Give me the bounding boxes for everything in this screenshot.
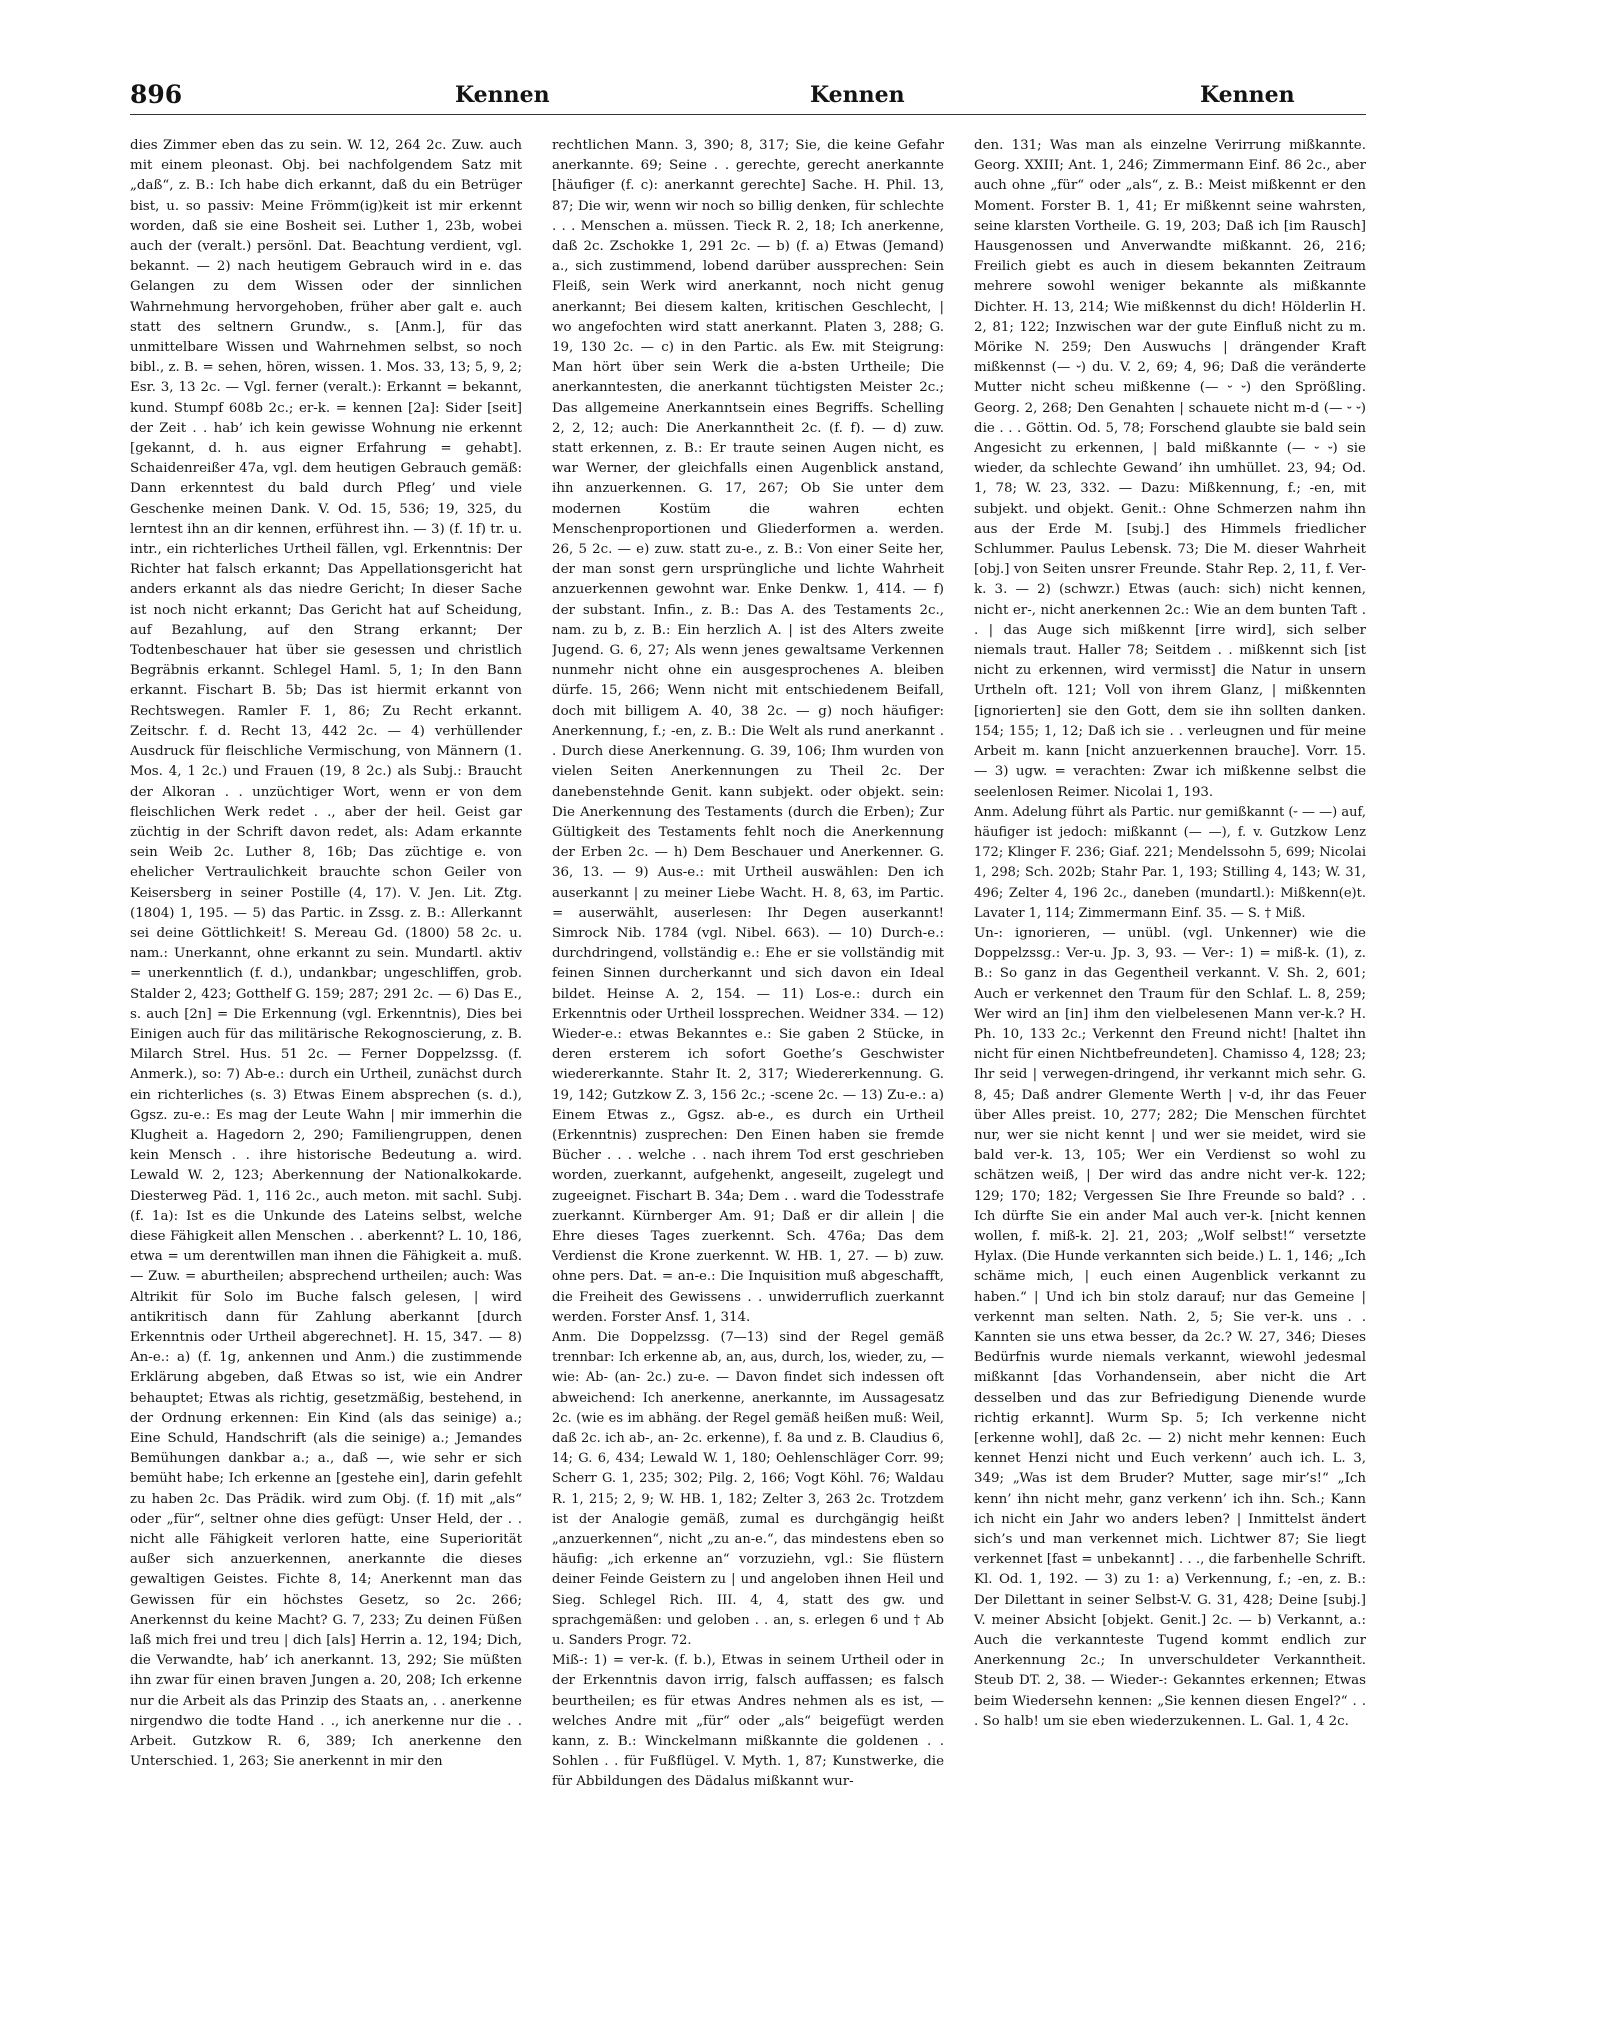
column-left <box>130 136 522 1996</box>
column-middle-paragraph: rechtlichen Mann. 3, 390; 8, 317; Sie, die keine Gefahr anerkannte. 69; Seine . . gerechte, gerecht anerkannte [häufiger (f. c): anerkannt gerechte] Sache. H. Phil. 13, 87; Die wir, wenn wir noch so billig denken, für schlechte . . . Menschen a. müssen. Tieck R. 2, 18; Ich anerkenne, daß 2c. Zschokke 1, 291 2c. — b) (f. a) Etwas (Jemand) a., sich zustimmend, lobend darüber aussprechen: Sein Fleiß, sein Werk wird anerkannt, noch nicht genug anerkannt; Bei diesem kalten, kritischen Geschlecht, | wo angefochten wird statt anerkannt. Platen 3, 288; G. 19, 130 2c. — c) in den Partic. als Ew. mit Steigrung: Man hört über sein Werk die a-bsten Urtheile; Die anerkanntesten, die anerkannt tüchtigsten Meister 2c.; Das allgemeine Anerkanntsein eines Begriffs. Schelling 2, 2, 12; auch: Die Anerkanntheit 2c. (f. f). — d) zuw. statt erkennen, z. B.: Er traute seinen Augen nicht, es war Werner, der gleichfalls einen Augenblick anstand, ihn anzuerkennen. G. 17, 267; Ob Sie unter dem modernen Kostüm die wahren echten Menschenproportionen und Gliederformen a. werden. 26, 5 2c. — e) zuw. statt zu-e., z. B.: Von einer Seite her, der man sonst gern ursprüngliche und lichte Wahrheit anzuerkennen gewohnt war. Enke Denkw. 1, 414. — f) der substant. Infin., z. B.: Das A. des Testaments 2c., nam. zu b, z. B.: Ein herzlich A. | ist des Alters zweite Jugend. G. 6, 27; Als wenn jenes gewaltsame Verkennen nunmehr nicht ohne ein ausgesprochenes A. bleiben dürfe. 15, 266; Wenn nicht mit entschiedenem Beifall, doch mit billigem A. 40, 38 2c. — g) noch häufiger: Anerkennung, f.; -en, z. B.: Die Welt als rund anerkannt . . Durch diese Anerkennung. G. 39, 106; Ihm wurden von vielen Seiten Anerkennungen zu Theil 2c. Der danebenstehnde Genit. kann subjekt. oder objekt. sein: Die Anerkennung des Testaments (durch die Erben); Zur Gültigkeit des Testaments fehlt noch die Anerkennung der Erben 2c. — h) Dem Beschauer und Anerkenner. G. 36, 13. — 9) Aus-e.: mit Urtheil auswählen: Den ich auserkannt | zu meiner Liebe Wacht. H. 8, 63, im Partic. = auserwählt, auserlesen: Ihr Degen auserkannt! Simrock Nib. 1784 (vgl. Nibel. 663). — 10) Durch-e.: durchdringend, vollständig e.: Ehe er sie vollständig mit feinen Sinnen durcherkannt und sich davon ein Ideal bildet. Heinse A. 2, 154. — 11) Los-e.: durch ein Erkenntnis oder Urtheil lossprechen. Weidner 334. — 12) Wieder-e.: etwas Bekanntes e.: Sie gaben 2 Stücke, in deren ersterem ich sofort Goethe’s Geschwister wiedererkannte. Stahr It. 2, 317; Wiedererkennung. G. 19, 142; Gutzkow Z. 3, 156 2c.; -scene 2c. — 13) Zu-e.: a) Einem Etwas z., Ggsz. ab-e., es durch ein Urtheil (Erkenntnis) zusprechen: Den Einen haben sie fremde Bücher . . . welche . . nach ihrem Tod erst geschrieben worden, zuerkannt, aufgehenkt, angeseilt, zugelegt und zugeeignet. Fischart B. 34a; Dem . . ward die Todesstrafe zuerkannt. Kürnberger Am. 91; Daß er dir allein | die Ehre dieses Tages zuerkennt. Sch. 476a; Das dem Verdienst die Krone zuerkennt. W. HB. 1, 27. — b) zuw. ohne pers. Dat. = an-e.: Die Inquisition muß abgeschafft, die Freiheit des Gewissens . . unwiderruflich zuerkannt werden. Forster Ansf. 1, 314. <box>552 138 944 1325</box>
page-header <box>130 78 1366 115</box>
column-right-paragraph-un-ver: Un-: ignorieren, — unübl. (vgl. Unkenner) wie die Doppelzssg.: Ver-u. Jp. 3, 93. — Ver-: 1) = miß-k. (1), z. B.: So ganz in das Gegentheil verkannt. V. Sh. 2, 601; Auch er verkennet den Traum für den Schlaf. L. 8, 259; Wer wird an [in] ihm den vielbelesenen Mann ver-k.? H. Ph. 10, 133 2c.; Verkennt den Freund nicht! [haltet ihn nicht für einen Nichtbefreundeten]. Chamisso 4, 128; 23; Ihr seid | verwegen-dringend, ihr verkannt mich sehr. G. 8, 45; Daß andrer Glemente Werth | v-d, ihr das Feuer über Alles preist. 10, 277; 282; Die Menschen fürchtet nur, wer sie nicht kennt | und wer sie meidet, wird sie bald ver-k. 13, 105; Wer ein Verdienst so wohl zu schätzen weiß, | Der wird das andre nicht ver-k. 122; 129; 170; 182; Vergessen Sie Ihre Freunde so bald? . . Ich dürfte Sie ein ander Mal auch ver-k. [nicht kennen wollen, f. miß-k. 2]. 21, 203; „Wolf selbst!“ versetzte Hylax. (Die Hunde verkannten sich beide.) L. 1, 146; „Ich schäme mich, | euch einen Augenblick verkannt zu haben.“ | Und ich bin stolz darauf; nur das Gemeine | verkennt man selten. Nath. 2, 5; Sie ver-k. uns . . Kannten sie uns etwa besser, da 2c.? W. 27, 346; Dieses Bedürfnis wurde niemals verkannt, wiewohl jedesmal mißkannt [das Vorhandensein, aber nicht die Art desselben und das zur Befriedigung Dienende wurde richtig erkannt]. Wurm Sp. 5; Ich verkenne nicht [erkenne wohl], daß 2c. — 2) nicht mehr kennen: Euch kennet Henzi nicht und Euch verkenn’ auch ich. L. 3, 349; „Was ist dem Bruder? Mutter, sage mir’s!“ „Ich kenn’ ihn nicht mehr, ganz verkenn’ ich ihn. Sch.; Kann ich nicht ein Jahr wo anders leben? | Inmittelst ändert sich’s und man verkennet mich. Lichtwer 87; Sie liegt verkennet [fast = unbekannt] . . ., die farbenhelle Schrift. Kl. Od. 1, 192. — 3) zu 1: a) Verkennung, f.; -en, z. B.: Der Dilettant in seiner Selbst-V. G. 31, 428; Deine [subj.] V. meiner Absicht [objekt. Genit.] 2c. — b) Verkannt, a.: Auch die verkannteste Tugend kommt endlich zur Anerkennung 2c.; In unverschuldeter Verkanntheit. Steub DT. 2, 38. — Wieder-: Gekanntes erkennen; Etwas beim Wiedersehn kennen: „Sie kennen diesen Engel?“ . . . So halb! um sie eben wiederzukennen. L. Gal. 1, 4 2c. <box>974 925 1366 1729</box>
running-headword-center: Kennen <box>810 82 905 108</box>
column-middle <box>552 136 944 1996</box>
page-number: 896 <box>130 80 183 109</box>
column-right-paragraph: den. 131; Was man als einzelne Verirrung mißkannte. Georg. XXIII; Ant. 1, 246; Zimmermann Einf. 86 2c., aber auch ohne „für“ oder „als“, z. B.: Meist mißkennt er den Moment. Forster B. 1, 41; Er mißkennt seine wahrsten, seine klarsten Vortheile. G. 19, 203; Daß ich [im Rausch] Hausgenossen und Anverwandte mißkannt. 26, 216; Freilich giebt es auch in diesem bekannten Zeitraum mehrere sowohl weniger bekannte als mißkannte Dichter. H. 13, 214; Wie mißkennst du dich! Hölderlin H. 2, 81; 122; Inzwischen war der gute Einfluß nicht zu m. Mörike N. 259; Den Auswuchs | drängender Kraft mißkennst (— ⏑) du. V. 2, 69; 4, 96; Daß die veränderte Mutter nicht scheu mißkenne (— ⏑ ⏑) den Sprößling. Georg. 2, 268; Den Genahten | schauete nicht m-d (— ⏑ ⏑) die . . . Göttin. Od. 5, 78; Forschend glaubte sie bald sein Angesicht zu erkennen, | bald mißkannte (— ⏑ ⏑) sie wieder, da schlechte Gewand’ ihn umhüllet. 23, 94; Od. 1, 78; W. 23, 332. — Dazu: Mißkennung, f.; -en, mit subjekt. und objekt. Genit.: Ohne Schmerzen nahm ihn aus der Erde M. [subj.] des Himmels friedlicher Schlummer. Paulus Lebensk. 73; Die M. dieser Wahrheit [obj.] von Seiten unsrer Freunde. Stahr Rep. 2, 11, f. Ver-k. 3. — 2) (schwzr.) Etwas (auch: sich) nicht kennen, nicht er-, nicht anerkennen 2c.: Wie an dem bunten Taft . . | das Auge sich mißkennt [irre wird], sich selber niemals traut. Haller 78; Seitdem . . mißkennt sich [ist nicht zu erkennen, wird vermisst] die Natur in unsern Urtheln oft. 121; Voll von ihrem Glanz, | mißkennten [ignorierten] sie den Gott, dem sie ihn sollten danken. 154; 155; 1, 12; Daß ich sie . . verleugnen und für meine Arbeit m. kann [nicht anzuerkennen brauche]. Vorr. 15. — 3) ugw. = verachten: Zwar ich mißkenne selbst die seelenlosen Reimer. Nicolai 1, 193. <box>974 138 1366 800</box>
column-right <box>974 136 1366 1996</box>
text-columns <box>130 136 1366 1996</box>
running-headword-left: Kennen <box>455 82 550 108</box>
column-right-annotation: Anm. Adelung führt als Partic. nur gemißkannt (⏑ — —) auf, häufiger ist jedoch: mißkannt (— —), f. v. Gutzkow Lenz 172; Klinger F. 236; Giaf. 221; Mendelssohn 5, 699; Nicolai 1, 298; Sch. 202b; Stahr Par. 1, 193; Stilling 4, 143; W. 31, 496; Zelter 4, 196 2c., daneben (mundartl.): Mißkenn(e)t. Lavater 1, 114; Zimmermann Einf. 35. — S. † Miß. <box>974 804 1366 921</box>
column-middle-annotation: Anm. Die Doppelzssg. (7—13) sind der Regel gemäß trennbar: Ich erkenne ab, an, aus, durch, los, wieder, zu, — wie: Ab- (an- 2c.) zu-e. — Davon findet sich indessen oft abweichend: Ich anerkenne, anerkannte, im Aussagesatz 2c. (wie es im abhäng. der Regel gemäß heißen muß: Weil, daß 2c. ich ab-, an- 2c. erkenne), f. 8a und z. B. Claudius 6, 14; G. 6, 434; Lewald W. 1, 180; Oehlenschläger Corr. 99; Scherr G. 1, 235; 302; Pilg. 2, 166; Vogt Köhl. 76; Waldau R. 1, 215; 2, 9; W. HB. 1, 182; Zelter 3, 263 2c. Trotzdem ist der Analogie gemäß, zumal es durchgängig heißt „anzuerkennen“, nicht „zu an-e.“, das mindestens eben so häufig: „ich erkenne an“ vorzuziehn, vgl.: Sie flüstern deiner Feinde Geistern zu | und angeloben ihnen Heil und Sieg. Schlegel Rich. III. 4, 4, statt des gw. und sprachgemäßen: und geloben . . an, s. erlegen 6 und † Ab u. Sanders Progr. 72. <box>552 1329 944 1649</box>
column-left-paragraph: dies Zimmer eben das zu sein. W. 12, 264 2c. Zuw. auch mit einem pleonast. Obj. bei nachfolgendem Satz mit „daß“, z. B.: Ich habe dich erkannt, daß du ein Betrüger bist, u. so passiv: Meine Frömm(ig)keit ist mir erkennt worden, daß sie eine Bosheit sei. Luther 1, 23b, wobei auch der (veralt.) persönl. Dat. Beachtung verdient, vgl. bekannt. — 2) nach heutigem Gebrauch wird in e. das Gelangen zu dem Wissen oder der sinnlichen Wahrnehmung hervorgehoben, früher aber galt e. auch statt des seltnern Grundw., s. [Anm.], für das unmittelbare Wissen und Wahrnehmen selbst, so noch bibl., z. B. = sehen, hören, wissen. 1. Mos. 33, 13; 5, 9, 2; Esr. 3, 13 2c. — Vgl. ferner (veralt.): Erkannt = bekannt, kund. Stumpf 608b 2c.; er-k. = kennen [2a]: Sider [seit] der Zeit . . hab’ ich kein gewisse Wohnung nie erkennt [gekannt, d. h. aus eigner Erfahrung = gehabt]. Schaidenreißer 47a, vgl. dem heutigen Gebrauch gemäß: Dann erkenntest du bald durch Pfleg’ und viele Geschenke meinen Dank. V. Od. 15, 536; 19, 325, du lerntest ihn an dir kennen, erführest ihn. — 3) (f. 1f) tr. u. intr., ein richterliches Urtheil fällen, vgl. Erkenntnis: Der Richter hat falsch erkannt; Das Appellationsgericht hat anders erkannt als das niedre Gericht; In dieser Sache ist noch nicht erkannt; Das Gericht hat auf Scheidung, auf Bezahlung, auf den Strang erkannt; Der Todtenbeschauer hat über sie gesessen und christlich Begräbnis erkannt. Schlegel Haml. 5, 1; In den Bann erkannt. Fischart B. 5b; Das ist hiermit erkannt von Rechtswegen. Ramler F. 1, 86; Zu Recht erkannt. Zeitschr. f. d. Recht 13, 442 2c. — 4) verhüllender Ausdruck für fleischliche Vermischung, von Männern (1. Mos. 4, 1 2c.) und Frauen (19, 8 2c.) als Subj.: Braucht der Alkoran . . unzüchtiger Wort, wenn er von dem fleischlichen Werk redet . ., aber der heil. Geist gar züchtig in der Schrift davon redet, als: Adam erkannte sein Weib 2c. Luther 8, 16b; Das züchtige e. von ehelicher Vertraulichkeit brauchte schon Geiler von Keisersberg in seiner Postille (4, 17). V. Jen. Lit. Ztg. (1804) 1, 195. — 5) das Partic. in Zssg. z. B.: Allerkannt sei deine Göttlichkeit! S. Mereau Gd. (1800) 58 2c. u. nam.: Unerkannt, ohne erkannt zu sein. Mundartl. aktiv = unerkenntlich (f. d.), undankbar; ungeschliffen, grob. Stalder 2, 423; Gotthelf G. 159; 287; 291 2c. — 6) Das E., s. auch [2n] = Die Erkennung (vgl. Erkenntnis), Dies bei Einigen auch für das militärische Rekognoscierung, z. B. Milarch Strel. Hus. 51 2c. — Ferner Doppelzssg. (f. Anmerk.), so: 7) Ab-e.: durch ein Urtheil, zunächst durch ein richterliches (s. 3) Etwas Einem absprechen (s. d.), Ggsz. zu-e.: Es mag der Leute Wahn | mir immerhin die Klugheit a. Hagedorn 2, 290; Familiengruppen, denen kein Mensch . . ihre historische Bedeutung a. wird. Lewald W. 2, 123; Aberkennung der Nationalkokarde. Diesterweg Päd. 1, 116 2c., auch meton. mit sachl. Subj. (f. 1a): Ist es die Unkunde des Lateins selbst, welche diese Fähigkeit allen Menschen . . aberkennt? L. 10, 186, etwa = um derentwillen man ihnen die Fähigkeit a. muß. — Zuw. = aburtheilen; absprechend urtheilen; auch: Was Altrikit für Solo im Buche falsch gelesen, | wird antikritisch dann für Zahlung aberkannt [durch Erkenntnis oder Urtheil abgerechnet]. H. 15, 347. — 8) An-e.: a) (f. 1g, ankennen und Anm.) die zustimmende Erklärung abgeben, daß Etwas so ist, wie ein Andrer behauptet; Etwas als richtig, gesetzmäßig, bestehend, in der Ordnung erkennen: Ein Kind (als das seinige) a.; Eine Schuld, Handschrift (als die seinige) a.; Jemandes Bemühungen dankbar a.; a., daß —, wie sehr er sich bemüht habe; Ich erkenne an [gestehe ein], darin gefehlt zu haben 2c. Das Prädik. wird zum Obj. (f. 1f) mit „als“ oder „für“, seltner ohne dies gefügt: Unser Held, der . . nicht alle Fähigkeit verloren hatte, eine Superiorität außer sich anzuerkennen, anerkannte die dieses gewaltigen Geistes. Fichte 8, 14; Anerkennt man das Gewissen für ein höchstes Gesetz, so 2c. 266; Anerkennst du keine Macht? G. 7, 233; Zu deinen Füßen laß mich frei und treu | dich [als] Herrin a. 12, 194; Dich, die Verwandte, hab’ ich anerkannt. 13, 292; Sie müßten ihn zwar für einen braven Jungen a. 20, 208; Ich erkenne nur die Arbeit als das Prinzip des Staats an, . . anerkenne nirgendwo die todte Hand . ., ich anerkenne nur die . . Arbeit. Gutzkow R. 6, 389; Ich anerkenne den Unterschied. 1, 263; Sie anerkennt in mir den <box>130 138 522 1770</box>
column-middle-paragraph-miss: Miß-: 1) = ver-k. (f. b.), Etwas in seinem Urtheil oder in der Erkenntnis davon irrig, falsch auffassen; es falsch beurtheilen; es für etwas Andres nehmen als es ist, — welches Andre mit „für“ oder „als“ beigefügt werden kann, z. B.: Winckelmann mißkannte die goldenen . . Sohlen . . für Fußflügel. V. Myth. 1, 87; Kunstwerke, die für Abbildungen des Dädalus mißkannt wur- <box>552 1653 944 1790</box>
running-headword-right: Kennen <box>1200 82 1295 108</box>
